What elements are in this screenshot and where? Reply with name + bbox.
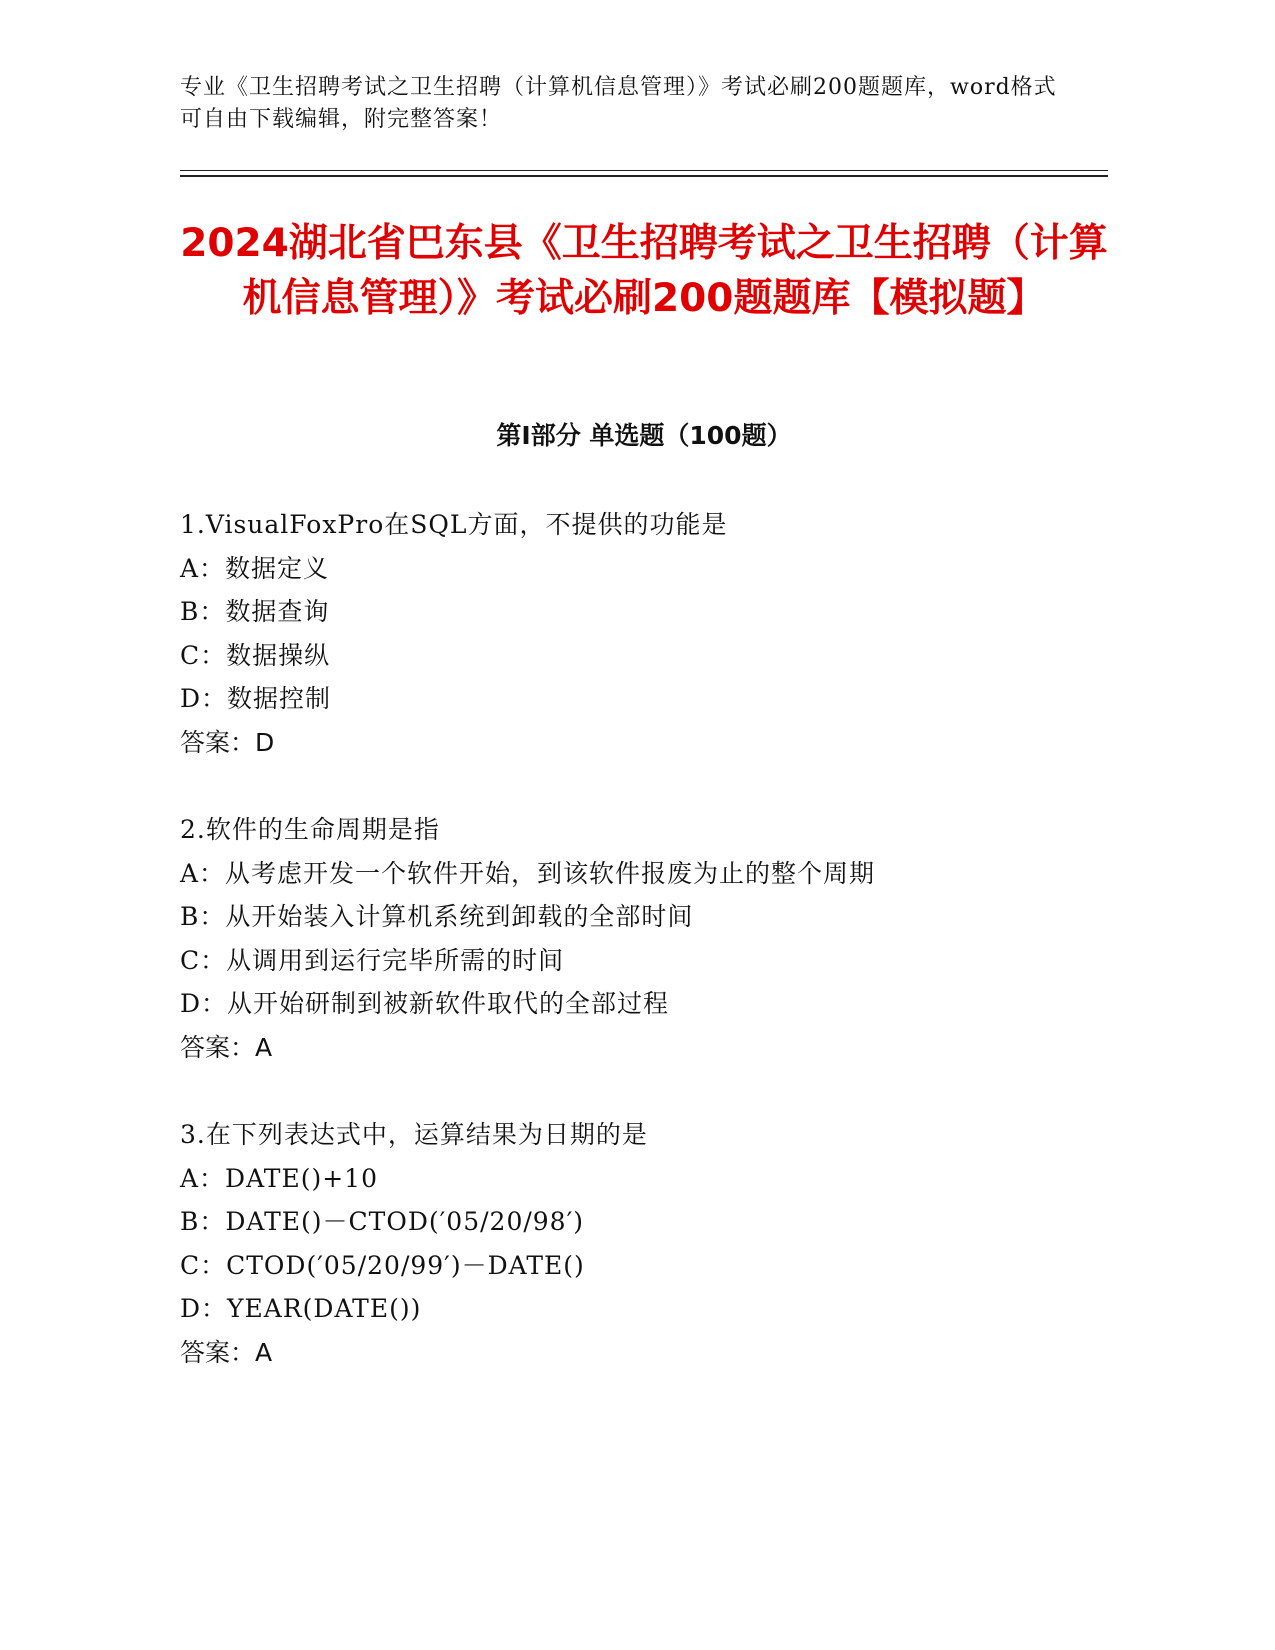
- option-d: D：数据控制: [180, 684, 332, 713]
- option-b: B：数据查询: [180, 597, 330, 626]
- answer: 答案：A: [180, 1337, 273, 1367]
- option-a: A：DATE()+10: [180, 1163, 378, 1193]
- question-3: [180, 1113, 1108, 1374]
- header-rule-thick: [180, 175, 1108, 177]
- option-c: C：从调用到运行完毕所需的时间: [180, 945, 565, 975]
- question-stem: 2.软件的生命周期是指: [180, 815, 440, 844]
- option-b: B：从开始装入计算机系统到卸载的全部时间: [180, 902, 694, 931]
- option-b: B：DATE()－CTOD(′05/20/98′): [180, 1207, 585, 1236]
- option-a: A：从考虑开发一个软件开始，到该软件报废为止的整个周期: [180, 858, 876, 888]
- question-stem: 1.VisualFoxPro在SQL方面，不提供的功能是: [180, 510, 728, 539]
- header-note: 专业《卫生招聘考试之卫生招聘（计算机信息管理）》考试必刷200题题库，word格式可自由下载编辑，附完整答案！: [180, 75, 1057, 132]
- answer: 答案：D: [180, 727, 275, 757]
- option-c: C：数据操纵: [180, 640, 331, 670]
- option-d: D：YEAR(DATE()): [180, 1294, 422, 1323]
- question-stem: 3.在下列表达式中，运算结果为日期的是: [180, 1120, 648, 1149]
- question-2: [180, 808, 1108, 1069]
- option-d: D：从开始研制到被新软件取代的全部过程: [180, 989, 670, 1018]
- answer: 答案：A: [180, 1032, 273, 1062]
- option-a: A：数据定义: [180, 553, 330, 583]
- option-c: C：CTOD(′05/20/99′)－DATE(): [180, 1250, 585, 1280]
- header-rule-thin: [180, 170, 1108, 171]
- section-title: 第I部分 单选题（100题）: [496, 421, 792, 450]
- document-title: 2024湖北省巴东县《卫生招聘考试之卫生招聘（计算机信息管理）》考试必刷200题题库【模拟题】: [180, 221, 1108, 321]
- question-1: [180, 503, 1108, 764]
- document-page: [180, 0, 1110, 1650]
